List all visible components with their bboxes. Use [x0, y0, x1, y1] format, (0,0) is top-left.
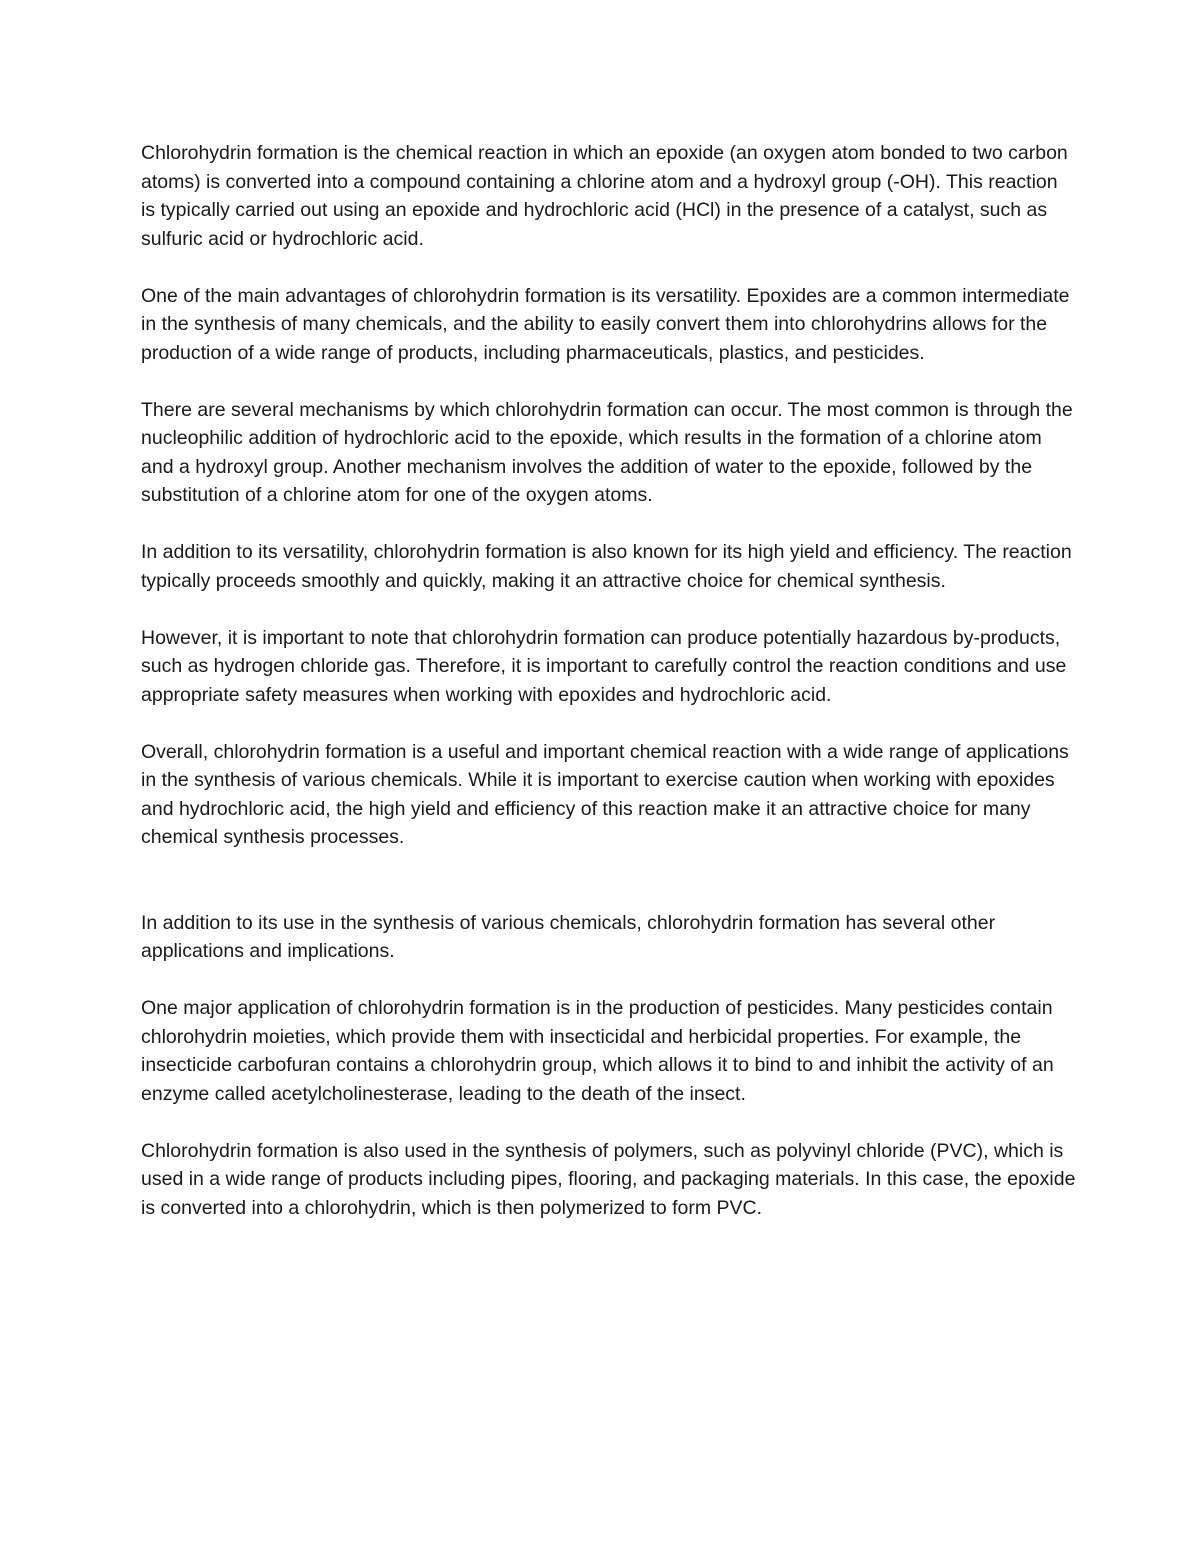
paragraph-5: However, it is important to note that chlorohydrin formation can produce potentially hazardous by-products, such as hydrogen chloride gas. Therefore, it is important to carefully control the reaction conditions and use appropriate safety measures when working with epoxides and hydrochloric acid. [141, 626, 1067, 706]
paragraph-4: In addition to its versatility, chlorohydrin formation is also known for its high yield and efficiency. The reaction typically proceeds smoothly and quickly, making it an attractive choice for chemical synthesis. [141, 541, 1072, 592]
document-body [141, 139, 1076, 1251]
paragraph-3: There are several mechanisms by which chlorohydrin formation can occur. The most common is through the nucleophilic addition of hydrochloric acid to the epoxide, which results in the formation of a chlorine atom and a hydroxyl group. Another mechanism involves the addition of water to the epoxide, followed by the substitution of a chlorine atom for one of the oxygen atoms. [141, 398, 1073, 506]
paragraph-8: One major application of chlorohydrin formation is in the production of pesticides. Many pesticides contain chlorohydrin moieties, which provide them with insecticidal and herbicidal properties. For example, the insecticide carbofuran contains a chlorohydrin group, which allows it to bind to and inhibit the activity of an enzyme called acetylcholinesterase, leading to the death of the insect. [141, 997, 1054, 1105]
paragraph-7: In addition to its use in the synthesis of various chemicals, chlorohydrin formation has several other applications and implications. [141, 911, 996, 962]
paragraph-6: Overall, chlorohydrin formation is a useful and important chemical reaction with a wide range of applications in the synthesis of various chemicals. While it is important to exercise caution when working with epoxides and hydrochloric acid, the high yield and efficiency of this reaction make it an attractive choice for many chemical synthesis processes. [141, 740, 1069, 848]
paragraph-2: One of the main advantages of chlorohydrin formation is its versatility. Epoxides are a common intermediate in the synthesis of many chemicals, and the ability to easily convert them into chlorohydrins allows for the production of a wide range of products, including pharmaceuticals, plastics, and pesticides. [141, 284, 1070, 364]
paragraph-1: Chlorohydrin formation is the chemical reaction in which an epoxide (an oxygen atom bonded to two carbon atoms) is converted into a compound containing a chlorine atom and a hydroxyl group (-OH). This reaction is typically carried out using an epoxide and hydrochloric acid (HCl) in the presence of a catalyst, such as sulfuric acid or hydrochloric acid. [141, 142, 1068, 250]
paragraph-9: Chlorohydrin formation is also used in the synthesis of polymers, such as polyvinyl chloride (PVC), which is used in a wide range of products including pipes, flooring, and packaging materials. In this case, the epoxide is converted into a chlorohydrin, which is then polymerized to form PVC. [141, 1139, 1076, 1219]
